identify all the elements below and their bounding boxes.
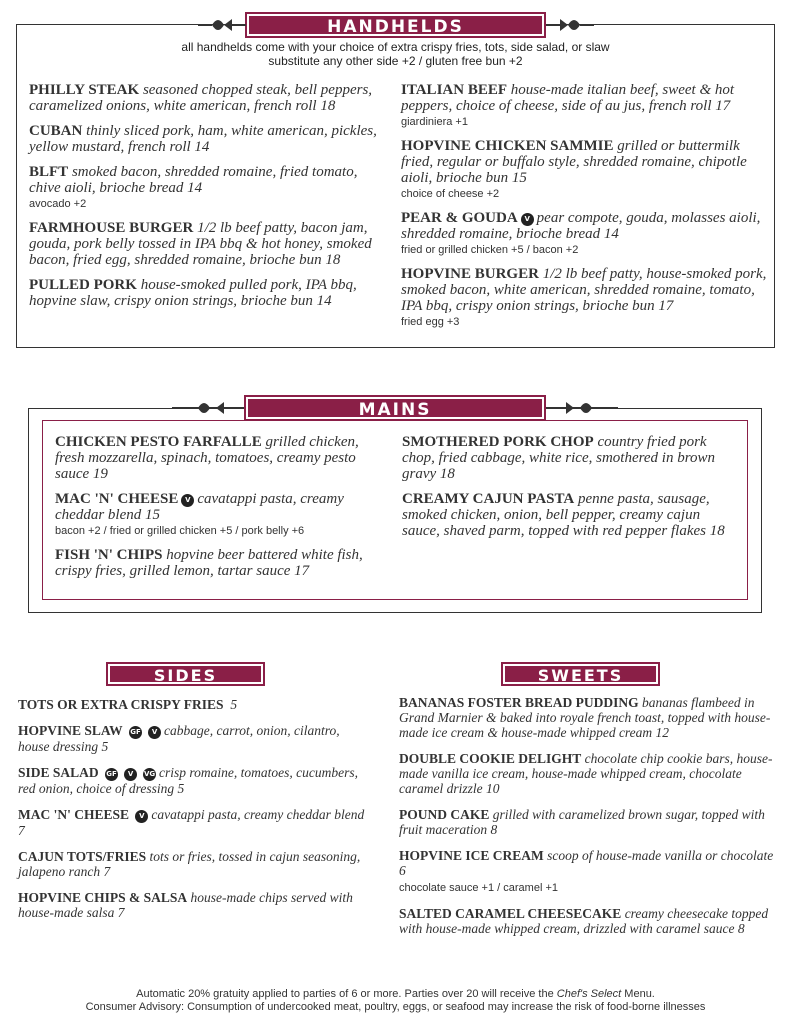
vegetarian-badge-icon: V (148, 726, 161, 739)
vegetarian-badge-icon: V (135, 810, 148, 823)
menu-item (29, 82, 391, 114)
vegetarian-badge-icon: V (124, 768, 137, 781)
sweet-item (399, 848, 777, 895)
item-desc: country fried pork chop, fried cabbage, white rice, smothered in brown gravy 18 (402, 434, 716, 482)
flourish-right-icon (546, 398, 618, 418)
item-note: avocado +2 (29, 198, 87, 210)
item-desc: hopvine beer battered white fish, crispy fries, grilled lemon, tartar sauce 17 (55, 547, 363, 579)
item-name: PULLED PORK (29, 277, 137, 293)
menu-item (29, 164, 391, 211)
item-note: giardiniera +1 (401, 116, 468, 128)
vegetarian-badge-icon: V (181, 494, 194, 507)
menu-item (401, 138, 767, 201)
item-desc: cavatappi pasta, creamy cheddar blend 7 (18, 807, 365, 838)
item-desc: cavatappi pasta, creamy cheddar blend 15 (55, 491, 344, 523)
flourish-right-icon (546, 15, 594, 35)
menu-item (55, 434, 385, 482)
item-desc: penne pasta, sausage, smoked chicken, onion, bell pepper, creamy cajun sauce, shaved parm, topped with red pepper flakes 18 (402, 491, 725, 539)
sides-banner: SIDES (106, 662, 265, 686)
item-desc: grilled or buttermilk fried, regular or buffalo style, shredded romaine, chipotle aioli, brioche bun 15 (401, 138, 747, 186)
item-desc: house-smoked pulled pork, IPA bbq, hopvine slaw, crispy onion strings, brioche bun 14 (29, 277, 357, 309)
item-desc: house-made chips served with house-made salsa 7 (18, 890, 353, 920)
vegan-badge-icon: VG (143, 768, 156, 781)
sweet-item (399, 807, 777, 837)
item-name: FARMHOUSE BURGER (29, 220, 194, 236)
menu-item (29, 123, 391, 155)
mains-left-column (55, 434, 385, 588)
gratuity-text-a: Automatic 20% gratuity applied to parties of 6 or more. Parties over 20 will receive the (136, 988, 557, 1000)
side-item (18, 849, 368, 879)
mains-right-column (402, 434, 732, 548)
vegetarian-badge-icon: V (521, 213, 534, 226)
item-name: SALTED CARAMEL CHEESECAKE (399, 906, 622, 921)
handhelds-intro-1: all handhelds come with your choice of extra crispy fries, tots, side salad, or slaw (181, 40, 610, 54)
item-name: CHICKEN PESTO FARFALLE (55, 434, 262, 450)
item-name: DOUBLE COOKIE DELIGHT (399, 751, 582, 766)
item-desc: bananas flambeed in Grand Marnier & baked into royale french toast, topped with house-made ice cream & house-made whipped cream 12 (399, 695, 771, 740)
item-note: chocolate sauce +1 / caramel +1 (399, 882, 558, 894)
item-name: CUBAN (29, 123, 83, 139)
item-name: MAC 'N' CHEESE (55, 491, 179, 507)
sweets-banner: SWEETS (501, 662, 660, 686)
item-desc: grilled with caramelized brown sugar, topped with fruit maceration 8 (399, 807, 765, 837)
handhelds-right-column (401, 82, 767, 338)
item-name: SMOTHERED PORK CHOP (402, 434, 594, 450)
item-note: choice of cheese +2 (401, 188, 500, 200)
menu-item (55, 491, 385, 538)
side-item (18, 890, 368, 920)
menu-item (402, 491, 732, 539)
gratuity-notice (0, 988, 791, 1001)
item-name: POUND CAKE (399, 807, 490, 822)
item-name: ITALIAN BEEF (401, 82, 507, 98)
item-name: BANANAS FOSTER BREAD PUDDING (399, 695, 639, 710)
item-desc: cabbage, carrot, onion, cilantro, house dressing 5 (18, 723, 340, 754)
item-name: HOPVINE BURGER (401, 266, 539, 282)
gluten-free-badge-icon: GF (105, 768, 118, 781)
sides-column (18, 697, 368, 931)
flourish-left-icon (172, 398, 244, 418)
gratuity-text-b: Menu. (621, 988, 655, 1000)
chefs-select-text: Chef's Select (556, 988, 622, 1000)
item-desc: chocolate chip cookie bars, house-made vanilla ice cream, house-made whipped cream, chocolate caramel drizzle 10 (399, 751, 773, 796)
item-name: HOPVINE CHICKEN SAMMIE (401, 138, 614, 154)
side-item (18, 765, 368, 796)
item-desc: scoop of house-made vanilla or chocolate 6 (399, 848, 774, 878)
handhelds-left-column (29, 82, 391, 318)
sweet-item (399, 751, 777, 796)
side-item (18, 723, 368, 754)
item-name: HOPVINE CHIPS & SALSA (18, 890, 188, 905)
item-desc: tots or fries, tossed in cajun seasoning, jalapeno ranch 7 (18, 849, 361, 879)
sweets-column (399, 695, 777, 947)
item-name: BLFT (29, 164, 69, 180)
handhelds-banner: HANDHELDS (245, 12, 546, 38)
item-desc: creamy cheesecake topped with house-made whipped cream, drizzled with caramel sauce 8 (399, 906, 769, 936)
mains-banner: MAINS (244, 395, 546, 421)
item-desc: thinly sliced pork, ham, white american, pickles, yellow mustard, french roll 14 (29, 123, 377, 155)
sweet-item (399, 695, 777, 740)
item-name: FISH 'N' CHIPS (55, 547, 163, 563)
side-item (18, 697, 368, 712)
gluten-free-badge-icon: GF (129, 726, 142, 739)
item-name: TOTS OR EXTRA CRISPY FRIES (18, 697, 224, 712)
item-note: fried or grilled chicken +5 / bacon +2 (401, 244, 579, 256)
item-desc: pear compote, gouda, molasses aioli, shredded romaine, brioche bread 14 (401, 210, 761, 242)
item-name: PHILLY STEAK (29, 82, 140, 98)
item-desc: 5 (230, 697, 238, 712)
item-note: bacon +2 / fried or grilled chicken +5 / pork belly +6 (55, 525, 305, 537)
menu-item (29, 277, 391, 309)
item-desc: house-made italian beef, sweet & hot peppers, choice of cheese, side of au jus, french roll 17 (401, 82, 735, 114)
sweet-item (399, 906, 777, 936)
item-desc: crisp romaine, tomatoes, cucumbers, red onion, choice of dressing 5 (18, 765, 359, 796)
item-desc: grilled chicken, fresh mozzarella, spinach, tomatoes, creamy pesto sauce 19 (55, 434, 359, 482)
menu-item (55, 547, 385, 579)
item-name: SIDE SALAD (18, 765, 99, 780)
item-name: PEAR & GOUDA (401, 210, 518, 226)
menu-item (401, 82, 767, 129)
item-name: CREAMY CAJUN PASTA (402, 491, 575, 507)
item-note: fried egg +3 (401, 316, 460, 328)
item-desc: 1/2 lb beef patty, bacon jam, gouda, pork belly tossed in IPA bbq & hot honey, smoked bacon, fried egg, shredded romaine, brioche bun 18 (29, 220, 372, 268)
item-name: CAJUN TOTS/FRIES (18, 849, 147, 864)
flourish-left-icon (198, 15, 246, 35)
item-name: HOPVINE ICE CREAM (399, 848, 544, 863)
menu-item (29, 220, 391, 268)
item-desc: 1/2 lb beef patty, house-smoked pork, smoked bacon, white american, shredded romaine, tomato, IPA bbq, crispy onion strings, brioche bun 17 (401, 266, 767, 314)
menu-item (401, 266, 767, 329)
menu-item (401, 210, 767, 257)
item-desc: seasoned chopped steak, bell peppers, caramelized onions, white american, french roll 18 (29, 82, 373, 114)
item-name: MAC 'N' CHEESE (18, 807, 130, 822)
item-desc: smoked bacon, shredded romaine, fried tomato, chive aioli, brioche bread 14 (29, 164, 358, 196)
menu-item (402, 434, 732, 482)
item-name: HOPVINE SLAW (18, 723, 123, 738)
consumer-advisory: Consumer Advisory: Consumption of undercooked meat, poultry, eggs, or seafood may increase the risk of food-borne illnesses (85, 1001, 706, 1013)
handhelds-intro-2: substitute any other side +2 / gluten free bun +2 (268, 54, 523, 68)
side-item (18, 807, 368, 838)
